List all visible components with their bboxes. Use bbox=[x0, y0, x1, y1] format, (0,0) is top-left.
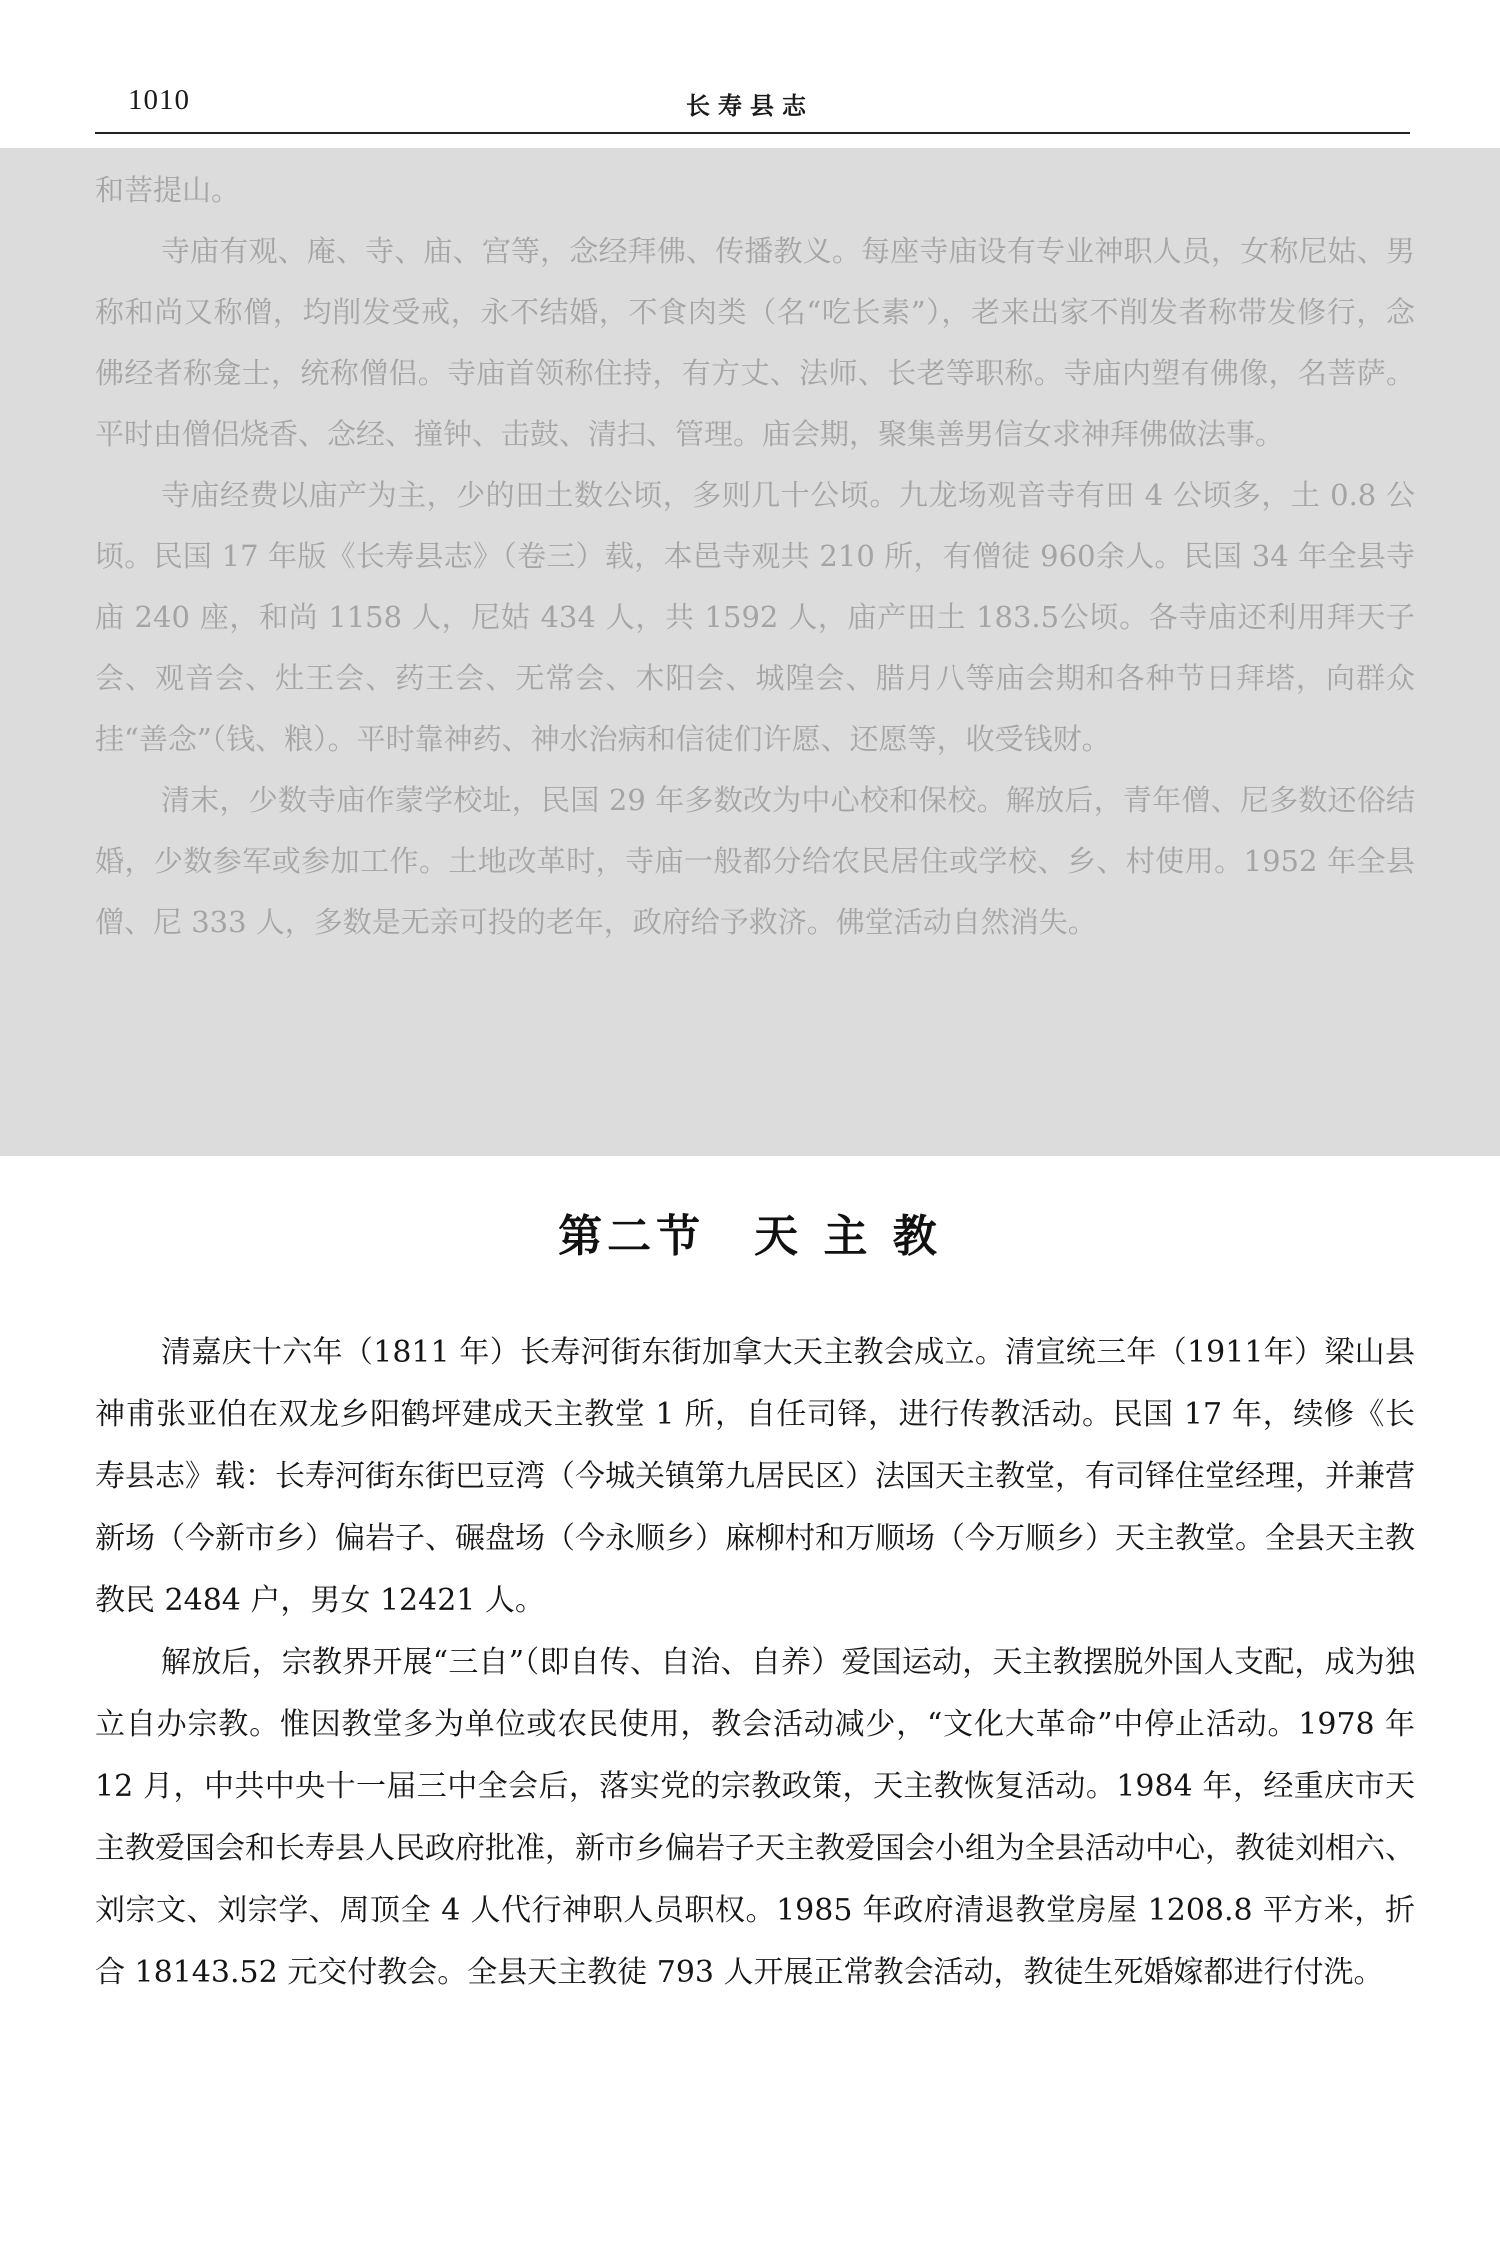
page-number: 1010 bbox=[128, 84, 190, 116]
section-body bbox=[95, 1322, 1415, 2004]
page-header bbox=[0, 0, 1500, 140]
greyed-text-content bbox=[95, 160, 1415, 953]
grey-paragraph: 寺庙有观、庵、寺、庙、宫等，念经拜佛、传播教义。每座寺庙设有专业神职人员，女称尼姑、男称和尚又称僧，均削发受戒，永不结婚，不食肉类（名“吃长素”），老来出家不削发者称带发修行，念佛经者称龛士，统称僧侣。寺庙首领称住持，有方丈、法师、长老等职称。寺庙内塑有佛像，名菩萨。平时由僧侣烧香、念经、撞钟、击鼓、清扫、管理。庙会期，聚集善男信女求神拜佛做法事。 bbox=[95, 234, 1415, 451]
grey-paragraph: 清末，少数寺庙作蒙学校址，民国 29 年多数改为中心校和保校。解放后，青年僧、尼多数还俗结婚，少数参军或参加工作。土地改革时，寺庙一般都分给农民居住或学校、乡、村使用。1952 年全县僧、尼 333 人，多数是无亲可投的老年，政府给予救济。佛堂活动自然消失。 bbox=[95, 783, 1415, 939]
book-title: 长寿县志 bbox=[686, 91, 814, 120]
grey-paragraph: 寺庙经费以庙产为主，少的田土数公顷，多则几十公顷。九龙场观音寺有田 4 公顷多，土 0.8 公顷。民国 17 年版《长寿县志》（卷三）载，本邑寺观共 210 所，有僧徒 960余人。民国 34 年全县寺庙 240 座，和尚 1158 人，尼姑 434 人，共 1592 人，庙产田土 183.5公顷。各寺庙还利用拜天子会、观音会、灶王会、药王会、无常会、木阳会、城隍会、腊月八等庙会期和各种节日拜塔，向群众挂“善念”（钱、粮）。平时靠神药、神水治病和信徒们许愿、还愿等，收受钱财。 bbox=[95, 478, 1415, 756]
section-title: 第二节 天 主 教 bbox=[558, 1211, 942, 1262]
body-paragraph: 解放后，宗教界开展“三自”（即自传、自治、自养）爱国运动，天主教摆脱外国人支配，成为独立自办宗教。惟因教堂多为单位或农民使用，教会活动减少，“文化大革命”中停止活动。1978 年 12 月，中共中央十一届三中全会后，落实党的宗教政策，天主教恢复活动。1984 年，经重庆市天主教爱国会和长寿县人民政府批准，新市乡偏岩子天主教爱国会小组为全县活动中心，教徒刘相六、刘宗文、刘宗学、周顶全 4 人代行神职人员职权。1985 年政府清退教堂房屋 1208.8 平方米，折合 18143.52 元交付教会。全县天主教徒 793 人开展正常教会活动，教徒生死婚嫁都进行付洗。 bbox=[95, 1645, 1415, 1990]
header-divider bbox=[95, 132, 1410, 134]
body-paragraph: 清嘉庆十六年（1811 年）长寿河街东街加拿大天主教会成立。清宣统三年（1911年）梁山县神甫张亚伯在双龙乡阳鹤坪建成天主教堂 1 所，自任司铎，进行传教活动。民国 17 年，续修《长寿县志》载：长寿河街东街巴豆湾（今城关镇第九居民区）法国天主教堂，有司铎住堂经理，并兼营新场（今新市乡）偏岩子、碾盘场（今永顺乡）麻柳村和万顺场（今万顺乡）天主教堂。全县天主教教民 2484 户，男女 12421 人。 bbox=[95, 1335, 1415, 1618]
grey-paragraph: 和菩提山。 bbox=[95, 173, 241, 207]
